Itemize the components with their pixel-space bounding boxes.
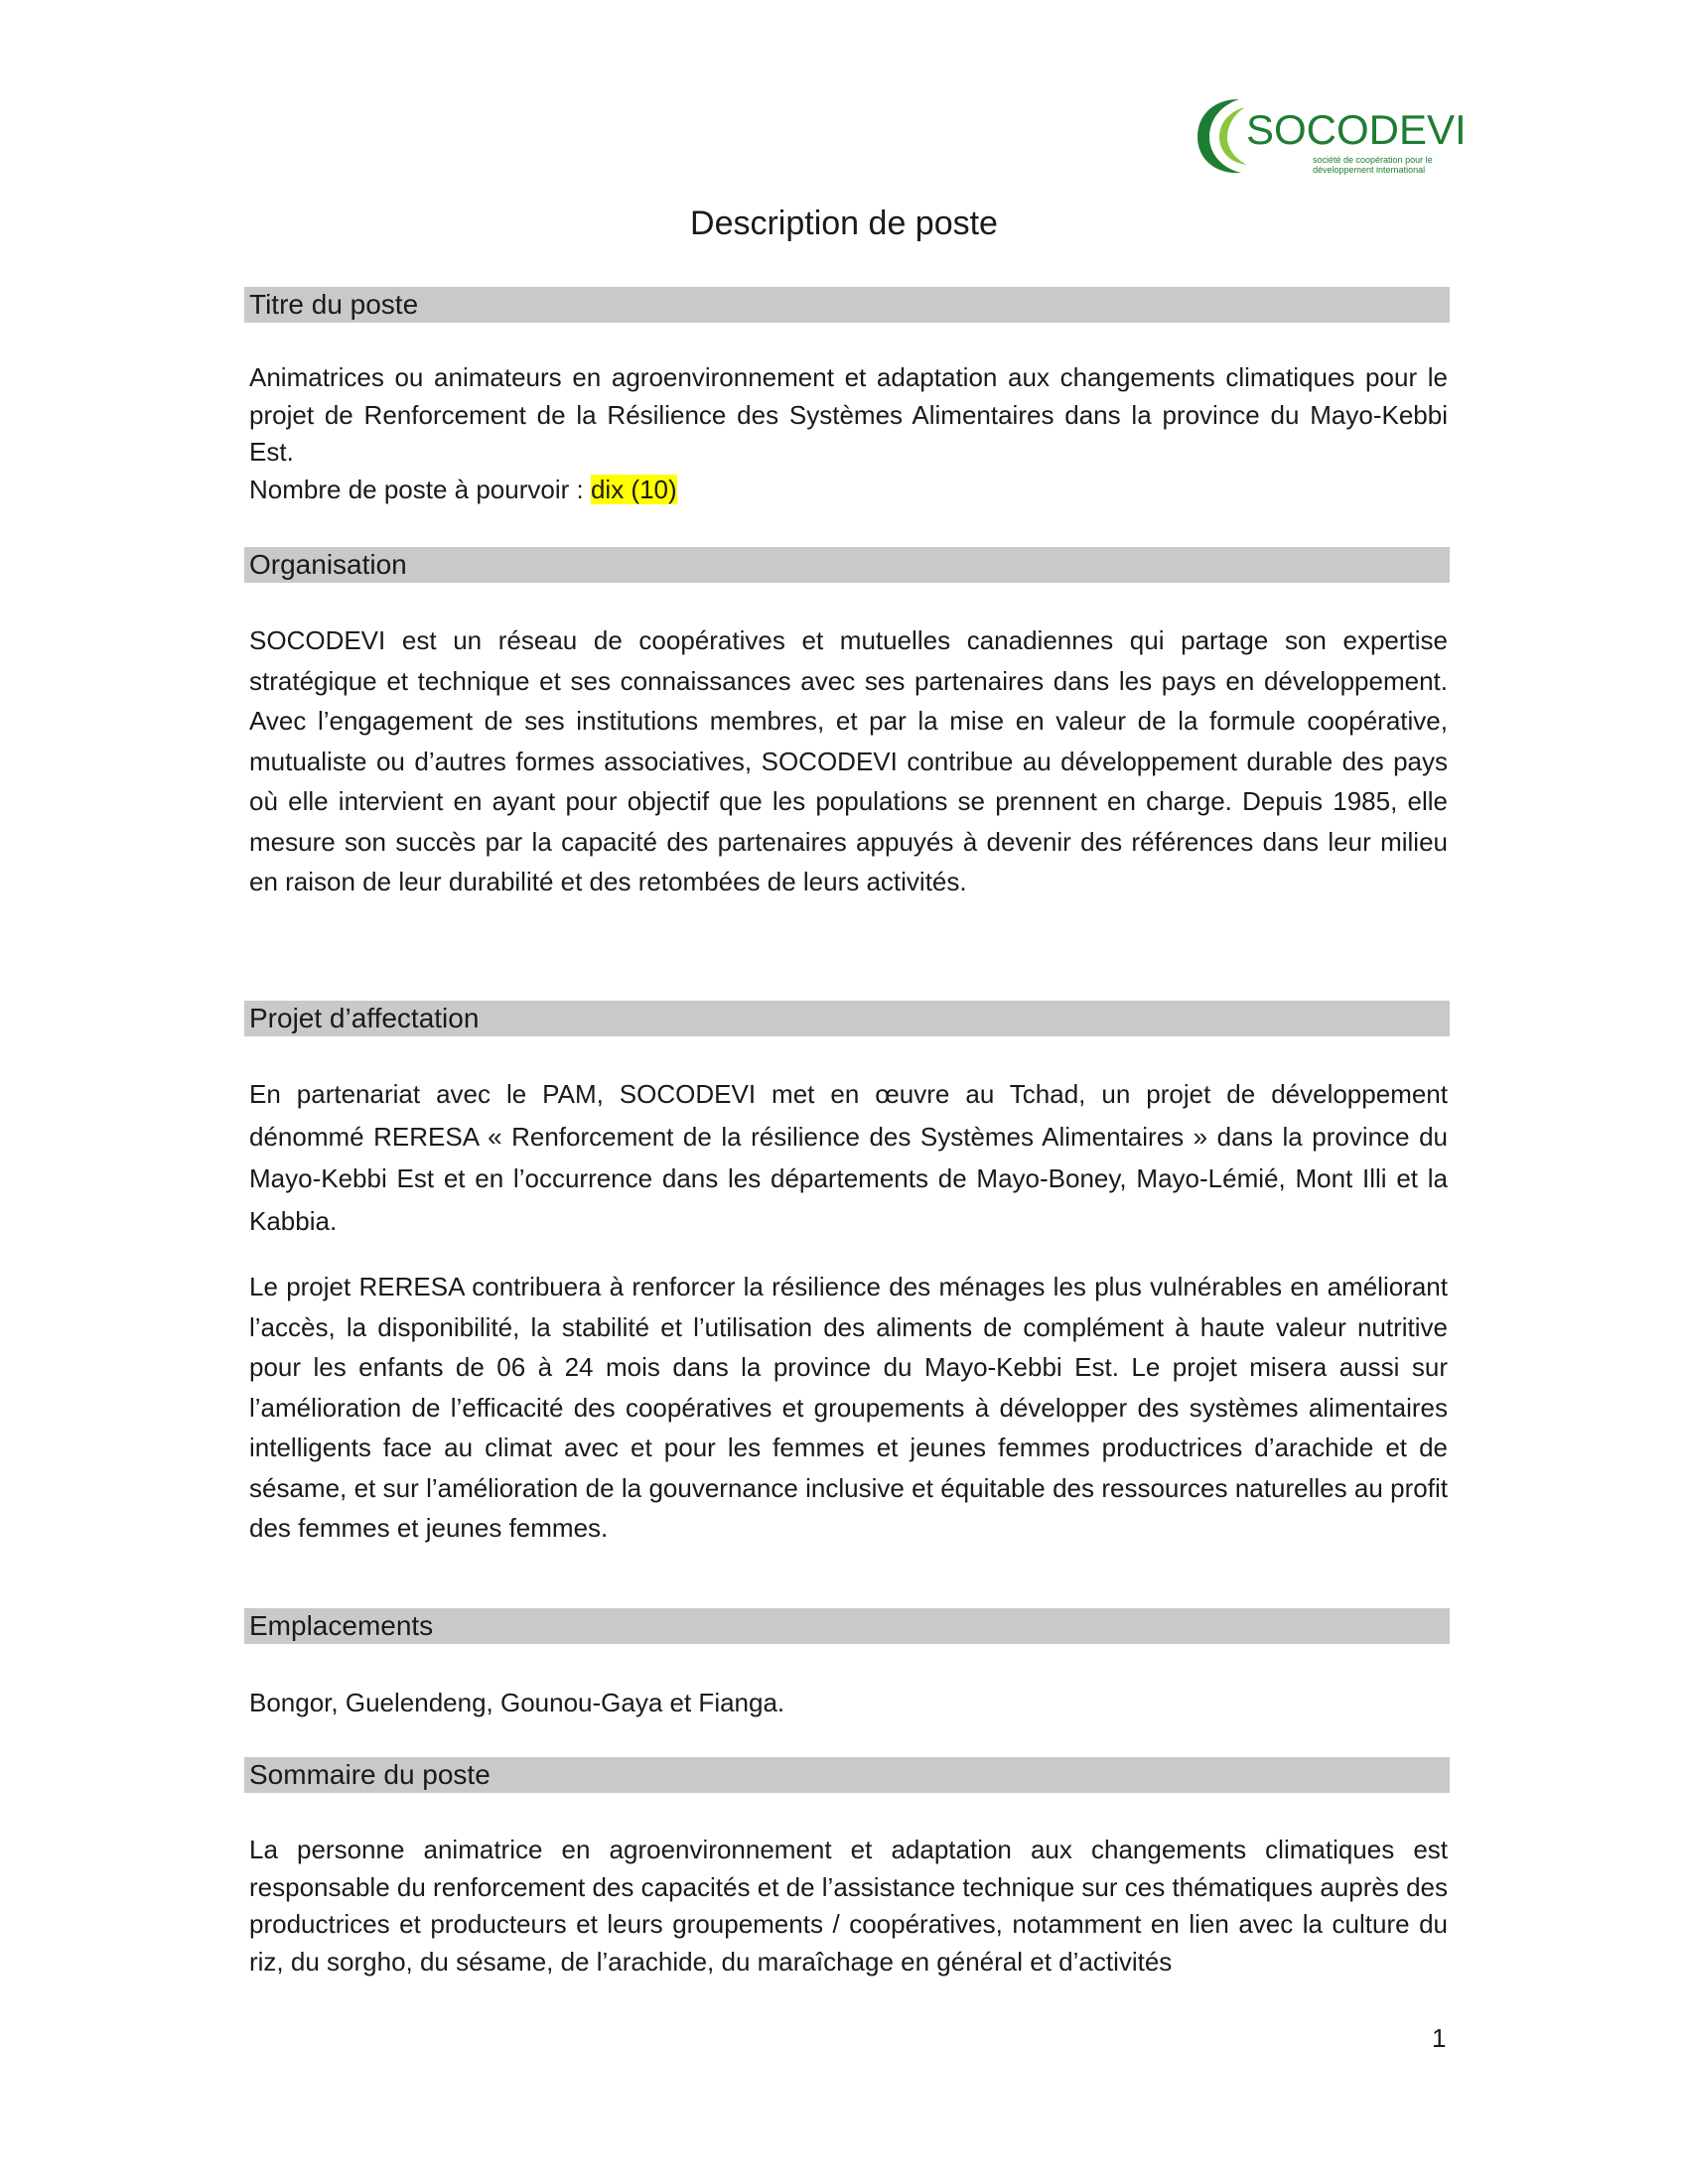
section-heading: Sommaire du poste (249, 1759, 491, 1790)
section-heading: Projet d’affectation (249, 1003, 480, 1033)
socodevi-logo (1194, 93, 1467, 179)
positions-label: Nombre de poste à pourvoir : (249, 475, 591, 504)
positions-value: dix (10) (590, 475, 677, 504)
section-header-projet (244, 1001, 1450, 1036)
section-header-sommaire (244, 1757, 1450, 1793)
emplacements-text: Bongor, Guelendeng, Gounou-Gaya et Fianga. (249, 1688, 785, 1717)
section-heading: Emplacements (249, 1610, 434, 1641)
projet-text-1: En partenariat avec le PAM, SOCODEVI met en œuvre au Tchad, un projet de développement dénommé RERESA « Renforcement de la résilience des Systèmes Alimentaires » dans la province du Mayo-Kebbi Est et en l’occurrence dans les départements de Mayo-Boney, Mayo-Lémié, Mont Illi et la Kabbia. (249, 1079, 1448, 1236)
sommaire-text: La personne animatrice en agroenvironnement et adaptation aux changements climatiques est responsable du renforcement des capacités et de l’assistance technique sur ces thématiques auprès des productrices et producteurs et leurs groupements / coopératives, notamment en lien avec la culture du riz, du sorgho, du sésame, de l’arachide, du maraîchage en général et d’activités (249, 1835, 1448, 1977)
job-title-text: Animatrices ou animateurs en agroenvironnement et adaptation aux changements climatiques pour le projet de Renforcement de la Résilience des Systèmes Alimentaires dans la province du Mayo-Kebbi Est. (249, 362, 1448, 467)
page-number: 1 (1432, 2023, 1447, 2053)
logo-wordmark: SOCODEVI (1246, 106, 1467, 153)
section-heading: Organisation (249, 549, 407, 580)
section-header-emplacements (244, 1608, 1450, 1644)
section-header-titre (244, 287, 1450, 323)
positions-line (249, 472, 1448, 509)
page-title: Description de poste (690, 205, 998, 242)
projet-text-2: Le projet RERESA contribuera à renforcer la résilience des ménages les plus vulnérables en améliorant l’accès, la disponibilité, la stabilité et l’utilisation des aliments de complément à haute valeur nutritive pour les enfants de 06 à 24 mois dans la province du Mayo-Kebbi Est. Le projet misera aussi sur l’amélioration de l’efficacité des coopératives et groupements à développer des systèmes alimentaires intelligents face au climat avec et pour les femmes et jeunes femmes productrices d’arachide et de sésame, et sur l’amélioration de la gouvernance inclusive et équitable des ressources naturelles au profit des femmes et jeunes femmes. (249, 1272, 1448, 1543)
section-header-organisation (244, 547, 1450, 583)
organisation-text: SOCODEVI est un réseau de coopératives et mutuelles canadiennes qui partage son expertise stratégique et technique et ses connaissances avec ses partenaires dans les pays en développement. Avec l’engagement de ses institutions membres, et par la mise en valeur de la formule coopérative, mutualiste ou d’autres formes associatives, SOCODEVI contribue au développement durable des pays où elle intervient en ayant pour objectif que les populations se prennent en charge. Depuis 1985, elle mesure son succès par la capacité des partenaires appuyés à devenir des références dans leur milieu en raison de leur durabilité et des retombées de leurs activités. (249, 625, 1448, 896)
logo-tagline-line1: société de coopération pour le (1313, 155, 1433, 165)
logo-tagline-line2: développement international (1313, 165, 1426, 175)
section-heading: Titre du poste (249, 289, 419, 320)
logo-tagline (1313, 155, 1452, 175)
